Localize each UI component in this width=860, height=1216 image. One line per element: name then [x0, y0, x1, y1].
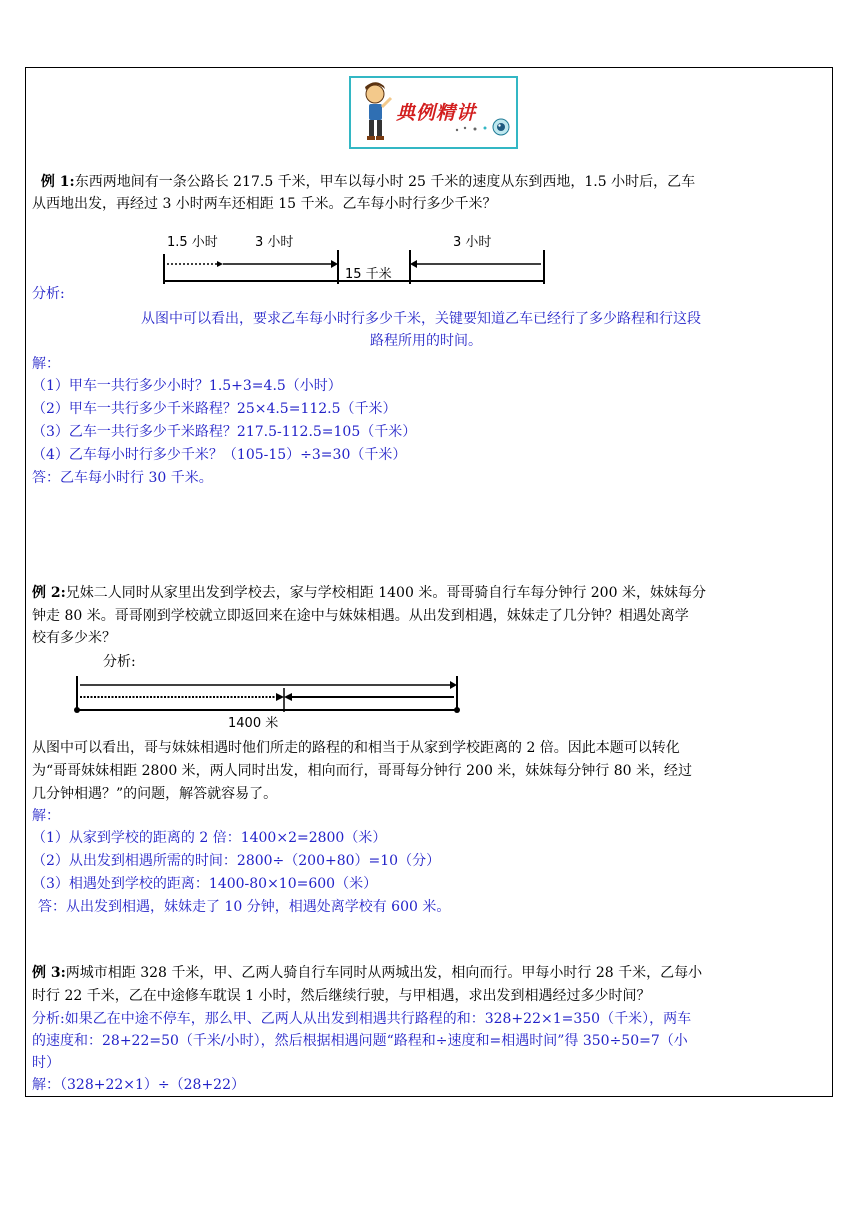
- ex1-analysis-label: 分析:: [32, 286, 65, 302]
- ex1-answer: 答：乙车每小时行 30 千米。: [32, 470, 213, 486]
- eye-ornament-icon: [451, 116, 511, 138]
- ex3-label: 例 3:: [32, 965, 66, 981]
- ex2-label-total: 1400 米: [228, 716, 279, 731]
- ex2-step-2: （2）从出发到相遇所需的时间：2800÷（200+80）=10（分）: [32, 853, 441, 869]
- ex3-question: [32, 962, 832, 984]
- ex1-text1: 东西两地间有一条公路长 217.5 千米，甲车以每小时 25 千米的速度从东到西地，1.5 小时后，乙车: [74, 174, 696, 190]
- ex1-line-diagram: [155, 228, 575, 288]
- ex2-solution-label: 解：: [32, 808, 60, 824]
- ex3-analysis-3: 时）: [32, 1055, 60, 1071]
- ex1-solution-label: 解：: [32, 356, 60, 372]
- ex1-analysis-line1: 从图中可以看出，要求乙车每小时行多少千米，关键要知道乙车已经行了多少路程和行这段: [141, 311, 701, 327]
- ex1-analysis-line2: 路程所用的时间。: [370, 333, 482, 349]
- ex2-line-diagram: [70, 672, 470, 732]
- ex1-label-gap: 15 千米: [345, 267, 392, 282]
- ex3-analysis-2: 的速度和：28+22=50（千米/小时），然后根据相遇问题“路程和÷速度和=相遇时间”得 350÷50=7（小: [32, 1033, 688, 1049]
- ex1-question: [32, 171, 832, 193]
- ex1-label-a: 1.5 小时: [167, 235, 218, 250]
- ex2-question: [32, 582, 832, 604]
- banner-title: 典例精讲: [396, 102, 477, 124]
- ex1-label: 例 1:: [40, 174, 75, 190]
- ex2-para-2: 为“哥哥妹妹相距 2800 米，两人同时出发，相向而行，哥哥每分钟行 200 米，妹妹每分钟行 80 米，经过: [32, 763, 693, 779]
- ex1-step-2: （2）甲车一共行多少千米路程？25×4.5=112.5（千米）: [32, 401, 397, 417]
- ex3-solution: 解：（328+22×1）÷（28+22）: [32, 1077, 245, 1093]
- ex2-text1: 兄妹二人同时从家里出发到学校去，家与学校相距 1400 米。哥哥骑自行车每分钟行 200 米，妹妹每分: [65, 585, 706, 601]
- ex3-analysis-1: 分析:如果乙在中途不停车，那么甲、乙两人从出发到相遇共行路程的和：328+22×1=350（千米），两车: [32, 1011, 692, 1027]
- ex1-text2: 从西地出发，再经过 3 小时两车还相距 15 千米。乙车每小时行多少千米？: [32, 196, 497, 212]
- ex3-text2: 时行 22 千米，乙在中途修车耽误 1 小时，然后继续行驶，与甲相遇，求出发到相遇经过多少时间？: [32, 988, 651, 1004]
- ex2-para-3: 几分钟相遇？”的问题，解答就容易了。: [32, 786, 278, 802]
- ex2-step-1: （1）从家到学校的距离的 2 倍：1400×2=2800（米）: [32, 830, 387, 846]
- ex3-text1: 两城市相距 328 千米，甲、乙两人骑自行车同时从两城出发，相向而行。甲每小时行 28 千米，乙每小: [65, 965, 703, 981]
- example-banner: [349, 76, 518, 149]
- ex2-answer: 答：从出发到相遇，妹妹走了 10 分钟，相遇处离学校有 600 米。: [38, 899, 451, 915]
- ex1-step-3: （3）乙车一共行多少千米路程？217.5-112.5=105（千米）: [32, 424, 417, 440]
- cartoon-boy-icon: [357, 80, 397, 146]
- ex1-step-4: （4）乙车每小时行多少千米？（105-15）÷3=30（千米）: [32, 447, 407, 463]
- ex2-text2: 钟走 80 米。哥哥刚到学校就立即返回来在途中与妹妹相遇。从出发到相遇，妹妹走了几分钟？相遇处离学: [32, 608, 689, 624]
- ex1-label-c: 3 小时: [453, 235, 492, 250]
- ex2-para-1: 从图中可以看出，哥与妹妹相遇时他们所走的路程的和相当于从家到学校距离的 2 倍。因此本题可以转化: [32, 740, 680, 756]
- ex2-label: 例 2:: [32, 585, 66, 601]
- ex2-text3: 校有多少米？: [32, 630, 116, 646]
- ex2-step-3: （3）相遇处到学校的距离：1400-80×10=600（米）: [32, 876, 378, 892]
- ex1-step-1: （1）甲车一共行多少小时？1.5+3=4.5（小时）: [32, 378, 342, 394]
- ex2-analysis-label: 分析:: [103, 654, 136, 670]
- ex1-label-b: 3 小时: [255, 235, 294, 250]
